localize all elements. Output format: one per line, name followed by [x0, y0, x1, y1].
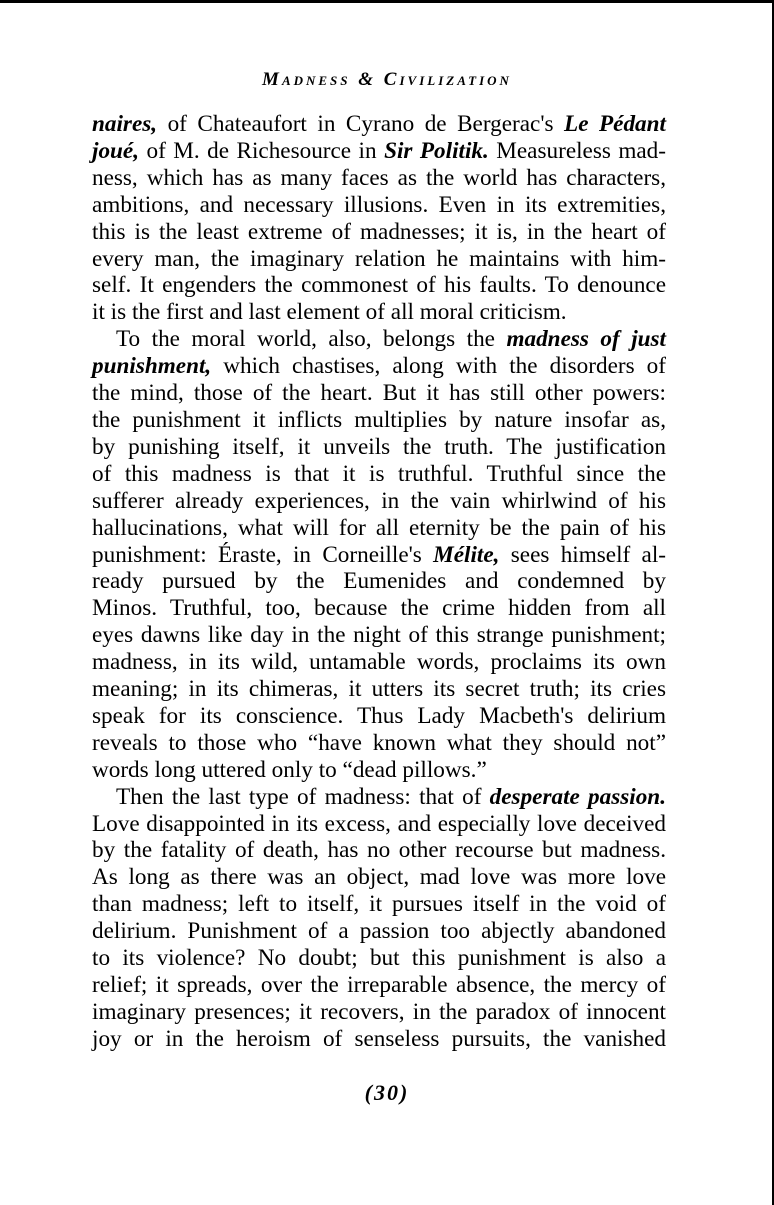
- text-run: by the fatality of death, has no other recourse but madness.: [92, 837, 666, 864]
- text-run: Minos. Truthful, too, because the crime hidden from all: [92, 595, 666, 622]
- text-line: [92, 542, 666, 569]
- text-run: ness, which has as many faces as the world has characters,: [92, 164, 666, 191]
- text-line: [92, 757, 666, 784]
- text-line: [92, 219, 666, 246]
- italic-text: desperate passion.: [489, 783, 666, 810]
- italic-text: joué,: [92, 137, 140, 164]
- text-run: As long as there was an object, mad love was more love: [92, 864, 666, 891]
- text-line: [92, 488, 666, 515]
- text-run: joy or in the heroism of senseless pursuits, the vanished: [92, 1025, 666, 1052]
- text-line: [92, 1026, 666, 1053]
- text-line: [92, 434, 666, 461]
- text-run: it is the first and last element of all moral criticism.: [92, 299, 567, 326]
- text-line: [92, 837, 666, 864]
- italic-text: naires,: [92, 111, 158, 137]
- text-run: punishment: Éraste, in Corneille's: [92, 541, 434, 568]
- text-run: sees himself al-: [499, 541, 667, 568]
- text-run: ready pursued by the Eumenides and condemned by: [92, 568, 666, 595]
- text-line: [92, 595, 666, 622]
- text-run: ambitions, and necessary illusions. Even in its extremities,: [92, 191, 666, 218]
- text-line: [92, 353, 666, 380]
- text-line: [92, 999, 666, 1026]
- text-run: sufferer already experiences, in the vain whirlwind of his: [92, 487, 666, 514]
- text-line: [92, 918, 666, 945]
- text-line: [92, 138, 666, 165]
- text-run: eyes dawns like day in the night of this strange punishment;: [92, 622, 666, 649]
- text-line: [92, 515, 666, 542]
- text-run: words long uttered only to “dead pillows.”: [92, 756, 487, 783]
- text-line: [92, 246, 666, 273]
- text-run: meaning; in its chimeras, it utters its secret truth; its cries: [92, 676, 666, 703]
- text-run: Love disappointed in its excess, and especially love deceived: [92, 810, 666, 837]
- text-run: the mind, those of the heart. But it has still other powers:: [92, 380, 666, 407]
- text-line: [92, 192, 666, 219]
- text-line: [92, 272, 666, 299]
- text-line: [92, 299, 666, 326]
- text-run: than madness; left to itself, it pursues itself in the void of: [92, 891, 666, 918]
- text-run: of M. de Richesource in: [139, 137, 385, 164]
- text-run: madness, in its wild, untamable words, proclaims its own: [92, 649, 666, 676]
- text-line: [92, 165, 666, 192]
- text-line: [92, 461, 666, 488]
- text-line: [92, 380, 666, 407]
- text-run: which chastises, along with the disorders of: [211, 353, 666, 380]
- text-line: [92, 864, 666, 891]
- text-line: [92, 326, 666, 353]
- text-line: [92, 811, 666, 838]
- text-run: by punishing itself, it unveils the truth. The justification: [92, 433, 666, 460]
- text-run: every man, the imaginary relation he maintains with him-: [92, 245, 666, 272]
- text-run: the punishment it inflicts multiplies by nature insofar as,: [92, 406, 666, 433]
- text-run: Measureless mad-: [488, 137, 666, 164]
- text-run: this is the least extreme of madnesses; it is, in the heart of: [92, 218, 666, 245]
- scan-border-top: [0, 0, 774, 3]
- text-run: of Chateaufort in Cyrano de Bergerac's: [157, 111, 565, 137]
- body-text: [92, 111, 666, 1053]
- text-line: [92, 784, 666, 811]
- running-head: Madness & Civilization: [262, 69, 512, 90]
- page-number: (30): [364, 1080, 410, 1105]
- text-line: [92, 111, 666, 138]
- text-run: reveals to those who “have known what they should not”: [92, 729, 666, 756]
- italic-text: Le Pédant: [564, 111, 666, 137]
- text-run: of this madness is that it is truthful. Truthful since the: [92, 460, 666, 487]
- italic-text: madness of just: [506, 326, 666, 353]
- text-line: [92, 945, 666, 972]
- italic-text: Sir Politik.: [384, 137, 489, 164]
- text-run: speak for its conscience. Thus Lady Macbeth's delirium: [92, 702, 666, 729]
- italic-text: Mélite,: [433, 541, 500, 568]
- text-run: imaginary presences; it recovers, in the paradox of innocent: [92, 998, 666, 1025]
- text-run: delirium. Punishment of a passion too abjectly abandoned: [92, 918, 666, 945]
- text-line: [92, 703, 666, 730]
- text-run: To the moral world, also, belongs the: [116, 326, 507, 353]
- text-run: to its violence? No doubt; but this punishment is also a: [92, 945, 666, 972]
- text-line: [92, 676, 666, 703]
- text-line: [92, 622, 666, 649]
- text-run: Then the last type of madness: that of: [116, 783, 490, 810]
- text-line: [92, 972, 666, 999]
- text-line: [92, 730, 666, 757]
- text-line: [92, 891, 666, 918]
- text-line: [92, 649, 666, 676]
- text-line: [92, 568, 666, 595]
- text-run: self. It engenders the commonest of his faults. To denounce: [92, 272, 666, 299]
- text-run: hallucinations, what will for all eternity be the pain of his: [92, 514, 666, 541]
- text-line: [92, 407, 666, 434]
- italic-text: punishment,: [92, 353, 212, 380]
- text-run: relief; it spreads, over the irreparable absence, the mercy of: [92, 972, 666, 998]
